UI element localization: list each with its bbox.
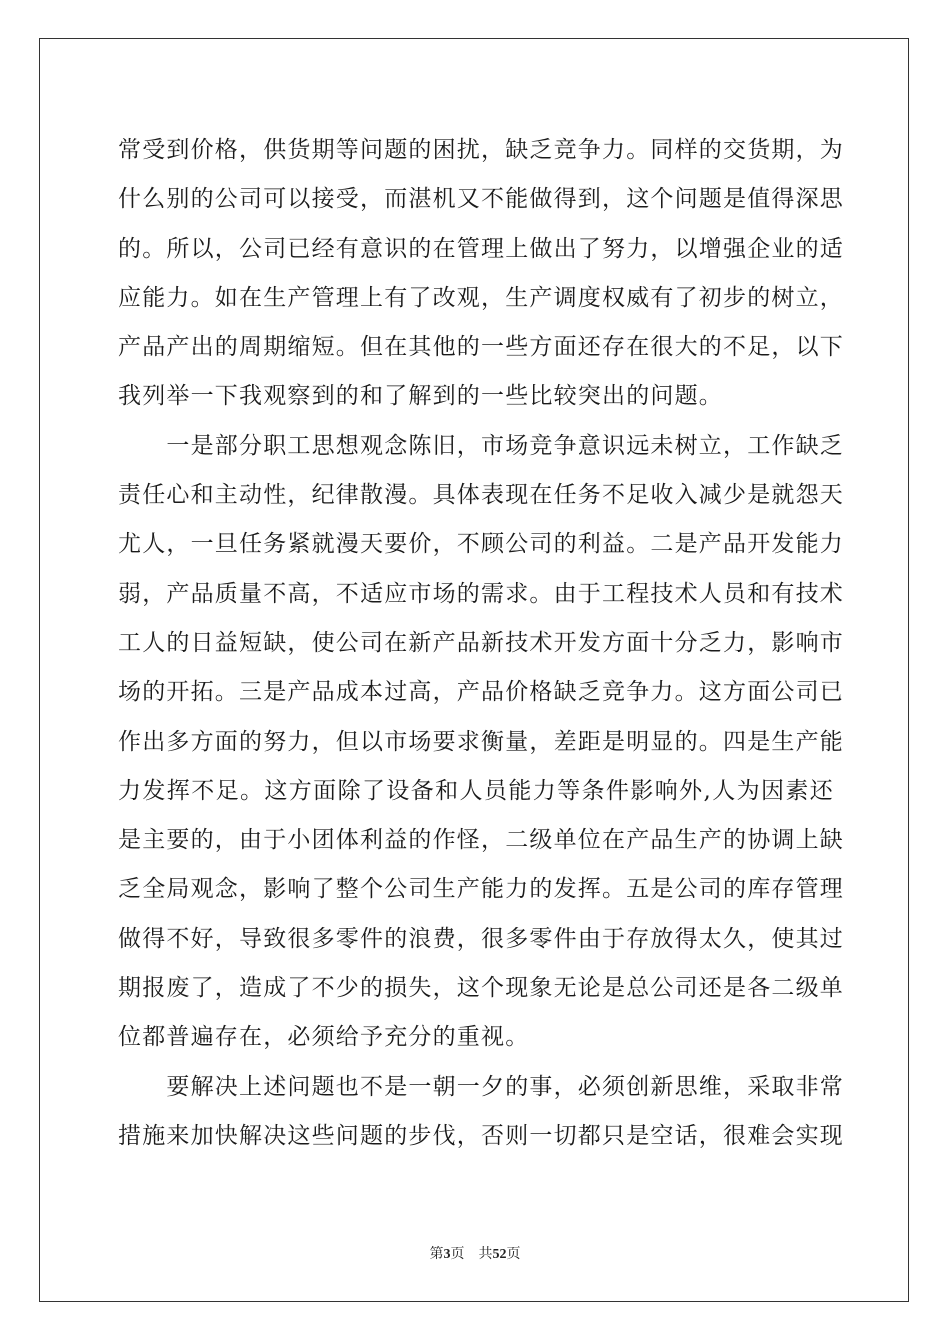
- text-line: 尤人，一旦任务紧就漫天要价，不顾公司的利益。二是产品开发能力: [118, 531, 844, 558]
- text-line: 工人的日益短缺，使公司在新产品新技术开发方面十分乏力，影响市: [118, 629, 844, 656]
- text-line: 位都普遍存在，必须给予充分的重视。: [118, 1024, 530, 1051]
- document-body: [118, 126, 844, 1161]
- text-line: 一是部分职工思想观念陈旧，市场竞争意识远未树立，工作缺乏: [118, 432, 844, 459]
- text-line: 期报废了，造成了不少的损失，这个现象无论是总公司还是各二级单: [118, 975, 844, 1002]
- page-suffix: 页: [450, 1247, 465, 1262]
- page-footer: [0, 1243, 950, 1263]
- text-line: 做得不好，导致很多零件的浪费，很多零件由于存放得太久，使其过: [118, 925, 844, 952]
- text-line: 责任心和主动性，纪律散漫。具体表现在任务不足收入减少是就怨天: [118, 482, 844, 509]
- text-line: 力发挥不足。这方面除了设备和人员能力等条件影响外,人为因素还: [118, 777, 834, 804]
- total-suffix: 页: [506, 1247, 521, 1262]
- total-pages: 52: [492, 1247, 507, 1262]
- text-line: 要解决上述问题也不是一朝一夕的事，必须创新思维，采取非常: [118, 1073, 844, 1100]
- text-line: 乏全局观念，影响了整个公司生产能力的发挥。五是公司的库存管理: [118, 876, 844, 903]
- text-line: 应能力。如在生产管理上有了改观，生产调度权威有了初步的树立，: [118, 284, 844, 311]
- text-line: 产品产出的周期缩短。但在其他的一些方面还存在很大的不足，以下: [118, 334, 844, 361]
- text-line: 的。所以，公司已经有意识的在管理上做出了努力，以增强企业的适: [118, 235, 844, 262]
- text-line: 弱，产品质量不高，不适应市场的需求。由于工程技术人员和有技术: [118, 580, 844, 607]
- text-line: 我列举一下我观察到的和了解到的一些比较突出的问题。: [118, 383, 723, 410]
- text-line: 场的开拓。三是产品成本过高，产品价格缺乏竞争力。这方面公司已: [118, 679, 844, 706]
- text-line: 措施来加快解决这些问题的步伐，否则一切都只是空话，很难会实现: [118, 1122, 844, 1149]
- text-line: 什么别的公司可以接受，而湛机又不能做得到，这个问题是值得深思: [118, 186, 844, 213]
- text-line: 是主要的，由于小团体利益的作怪，二级单位在产品生产的协调上缺: [118, 827, 844, 854]
- text-line: 作出多方面的努力，但以市场要求衡量，差距是明显的。四是生产能: [118, 728, 844, 755]
- total-prefix: 共: [478, 1247, 493, 1262]
- page-prefix: 第: [429, 1247, 444, 1262]
- text-line: 常受到价格，供货期等问题的困扰，缺乏竞争力。同样的交货期，为: [118, 137, 844, 163]
- page-number: 3: [443, 1247, 451, 1262]
